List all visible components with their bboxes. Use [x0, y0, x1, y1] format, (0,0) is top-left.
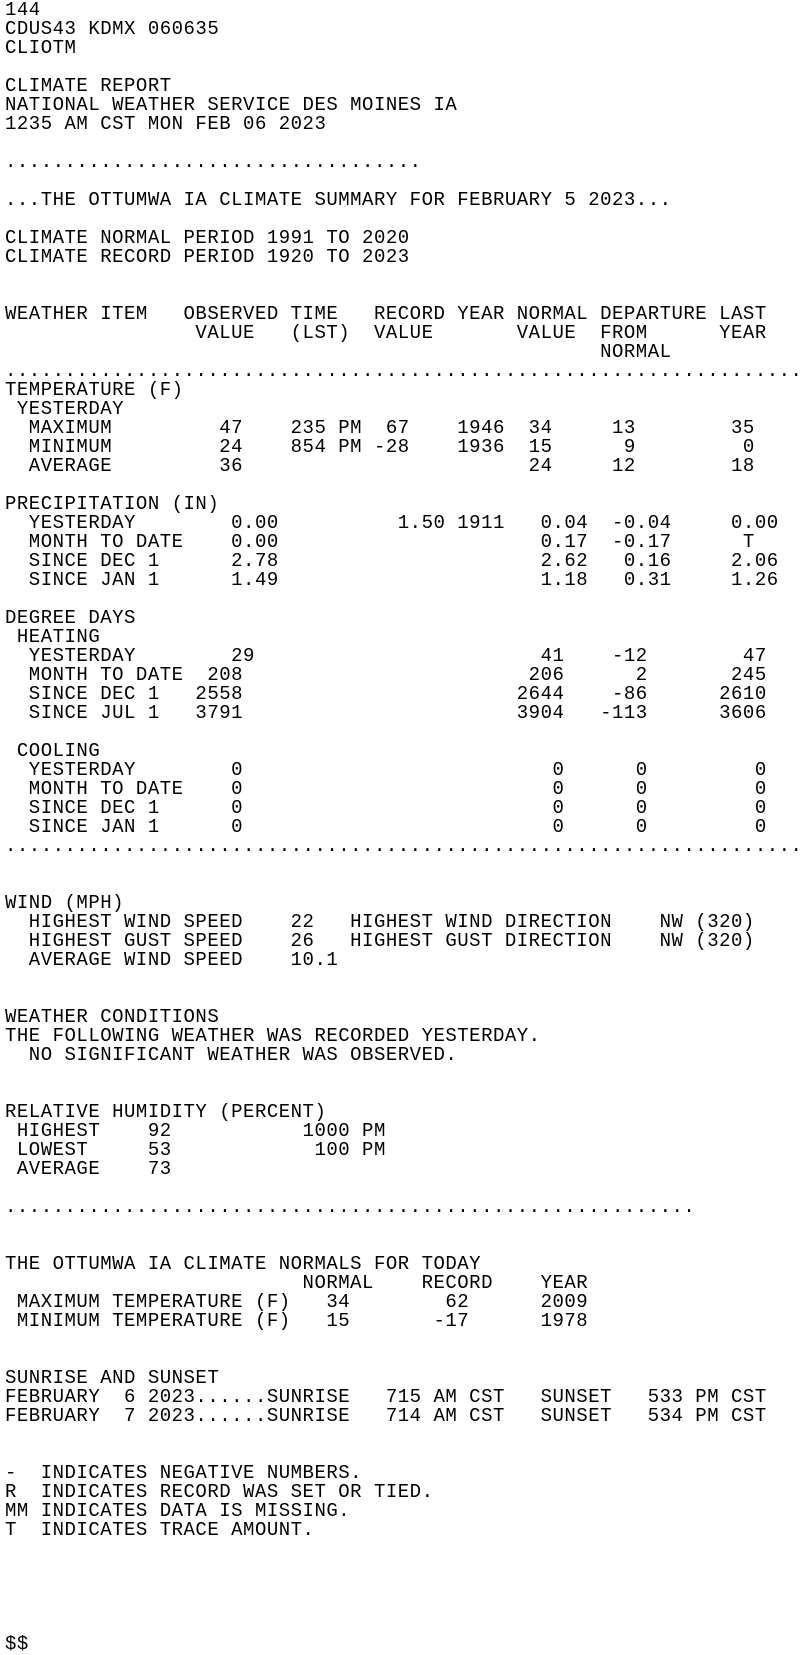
- report-line: HIGHEST 92 1000 PM: [5, 1120, 386, 1142]
- report-line: RELATIVE HUMIDITY (PERCENT): [5, 1101, 327, 1123]
- report-line: PRECIPITATION (IN): [5, 493, 220, 515]
- report-line: HEATING: [5, 626, 101, 648]
- report-line: $$: [5, 1633, 29, 1655]
- report-line: MAXIMUM TEMPERATURE (F) 34 62 2009: [5, 1291, 589, 1313]
- report-line: ...THE OTTUMWA IA CLIMATE SUMMARY FOR FEBRUARY 5 2023...: [5, 189, 672, 211]
- report-line: YESTERDAY 29 41 -12 47: [5, 645, 767, 667]
- report-line: MINIMUM TEMPERATURE (F) 15 -17 1978: [5, 1310, 589, 1332]
- report-line: R INDICATES RECORD WAS SET OR TIED.: [5, 1481, 434, 1503]
- report-line: TEMPERATURE (F): [5, 379, 184, 401]
- report-line: ...................................: [5, 151, 422, 173]
- report-line: [5, 875, 810, 894]
- report-line: SINCE JAN 1 1.49 1.18 0.31 1.26: [5, 569, 779, 591]
- report-line: CLIOTM: [5, 37, 77, 59]
- report-line: AVERAGE WIND SPEED 10.1: [5, 949, 339, 971]
- report-line: SINCE DEC 1 2.78 2.62 0.16 2.06: [5, 550, 779, 572]
- report-line: FEBRUARY 7 2023......SUNRISE 714 AM CST SUNSET 534 PM CST: [5, 1405, 767, 1427]
- report-line: AVERAGE 36 24 12 18: [5, 455, 755, 477]
- report-line: WEATHER CONDITIONS: [5, 1006, 220, 1028]
- report-line: SINCE DEC 1 2558 2644 -86 2610: [5, 683, 767, 705]
- report-line: MONTH TO DATE 0.00 0.17 -0.17 T: [5, 531, 755, 553]
- report-line: COOLING: [5, 740, 101, 762]
- report-line: [5, 856, 810, 875]
- report-line: MAXIMUM 47 235 PM 67 1946 34 13 35: [5, 417, 755, 439]
- report-line: [5, 1217, 810, 1236]
- report-line: SINCE JUL 1 3791 3904 -113 3606: [5, 702, 767, 724]
- report-line: DEGREE DAYS: [5, 607, 136, 629]
- report-line: CLIMATE NORMAL PERIOD 1991 TO 2020: [5, 227, 410, 249]
- report-line: YESTERDAY 0 0 0 0: [5, 759, 767, 781]
- report-line: VALUE (LST) VALUE VALUE FROM YEAR: [5, 322, 767, 344]
- report-line: NORMAL RECORD YEAR: [5, 1272, 589, 1294]
- report-line: 1235 AM CST MON FEB 06 2023: [5, 113, 327, 135]
- report-line: MONTH TO DATE 0 0 0 0: [5, 778, 767, 800]
- report-line: [5, 1616, 810, 1635]
- report-line: LOWEST 53 100 PM: [5, 1139, 386, 1161]
- report-line: NO SIGNIFICANT WEATHER WAS OBSERVED.: [5, 1044, 458, 1066]
- report-line: [5, 267, 810, 286]
- report-line: THE OTTUMWA IA CLIMATE NORMALS FOR TODAY: [5, 1253, 482, 1275]
- report-line: [5, 1578, 810, 1597]
- report-line: [5, 1426, 810, 1445]
- report-line: THE FOLLOWING WEATHER WAS RECORDED YESTERDAY.: [5, 1025, 541, 1047]
- report-line: [5, 1540, 810, 1559]
- report-line: [5, 1065, 810, 1084]
- report-line: CDUS43 KDMX 060635: [5, 18, 220, 40]
- report-line: YESTERDAY 0.00 1.50 1911 0.04 -0.04 0.00: [5, 512, 779, 534]
- report-line: [5, 1559, 810, 1578]
- report-line: 144: [5, 0, 41, 21]
- report-line: ...................................................................: [5, 360, 803, 382]
- report-line: MONTH TO DATE 208 206 2 245: [5, 664, 767, 686]
- report-line: [5, 1597, 810, 1616]
- report-line: [5, 970, 810, 989]
- report-line: NATIONAL WEATHER SERVICE DES MOINES IA: [5, 94, 458, 116]
- report-line: MINIMUM 24 854 PM -28 1936 15 9 0: [5, 436, 755, 458]
- report-line: NORMAL: [5, 341, 672, 363]
- report-line: CLIMATE RECORD PERIOD 1920 TO 2023: [5, 246, 410, 268]
- report-line: [5, 1331, 810, 1350]
- report-line: SUNRISE AND SUNSET: [5, 1367, 220, 1389]
- report-line: FEBRUARY 6 2023......SUNRISE 715 AM CST SUNSET 533 PM CST: [5, 1386, 767, 1408]
- report-line: SINCE JAN 1 0 0 0 0: [5, 816, 767, 838]
- report-line: SINCE DEC 1 0 0 0 0: [5, 797, 767, 819]
- report-line: MM INDICATES DATA IS MISSING.: [5, 1500, 351, 1522]
- report-line: T INDICATES TRACE AMOUNT.: [5, 1519, 315, 1541]
- report-line: WIND (MPH): [5, 892, 125, 914]
- report-line: [5, 723, 810, 742]
- report-line: AVERAGE 73: [5, 1158, 172, 1180]
- report-line: HIGHEST WIND SPEED 22 HIGHEST WIND DIRECTION NW (320): [5, 911, 755, 933]
- report-line: - INDICATES NEGATIVE NUMBERS.: [5, 1462, 363, 1484]
- report-line: CLIMATE REPORT: [5, 75, 172, 97]
- report-line: HIGHEST GUST SPEED 26 HIGHEST GUST DIRECTION NW (320): [5, 930, 755, 952]
- report-line: YESTERDAY: [5, 398, 125, 420]
- report-line: ...................................................................: [5, 835, 803, 857]
- report-line: ..........................................................: [5, 1196, 696, 1218]
- report-line: WEATHER ITEM OBSERVED TIME RECORD YEAR NORMAL DEPARTURE LAST: [5, 303, 767, 325]
